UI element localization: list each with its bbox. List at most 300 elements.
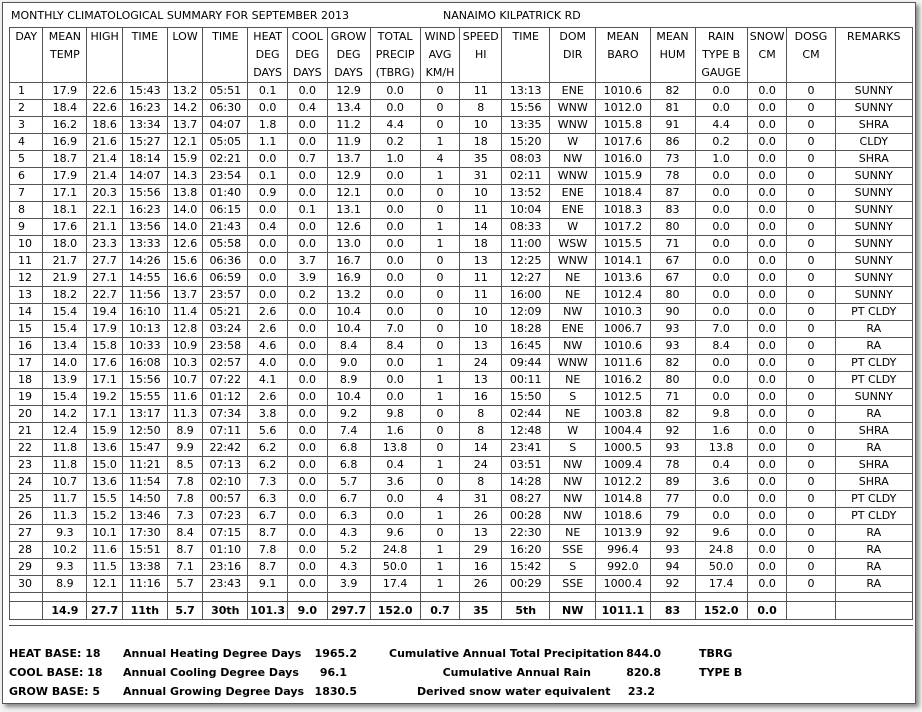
table-cell: 6 xyxy=(10,168,43,185)
table-cell: 0.0 xyxy=(248,236,288,253)
table-cell: 0.0 xyxy=(370,185,420,202)
table-cell: 78 xyxy=(650,457,695,474)
table-cell: 26 xyxy=(460,508,502,525)
table-cell: 92 xyxy=(650,576,695,593)
table-cell: 0.0 xyxy=(287,525,327,542)
totals-cell xyxy=(787,602,835,620)
table-cell: 05:58 xyxy=(203,236,248,253)
table-cell: 1 xyxy=(420,168,460,185)
table-cell: 12.4 xyxy=(43,423,87,440)
table-row xyxy=(10,491,913,508)
table-cell: W xyxy=(550,219,596,236)
table-cell: 18 xyxy=(460,134,502,151)
table-cell: 0.0 xyxy=(695,355,747,372)
table-cell: 0.0 xyxy=(370,83,420,100)
table-cell: 16:10 xyxy=(122,304,167,321)
table-cell: 0 xyxy=(420,117,460,134)
table-cell: 8.7 xyxy=(167,542,203,559)
table-cell: 24 xyxy=(10,474,43,491)
table-cell: 0 xyxy=(787,406,835,423)
table-cell: 0.0 xyxy=(747,389,787,406)
table-cell: 0.0 xyxy=(747,185,787,202)
table-cell: SUNNY xyxy=(835,236,912,253)
table-cell: 0 xyxy=(787,287,835,304)
table-cell: 14.2 xyxy=(43,406,87,423)
table-cell: 0.0 xyxy=(370,287,420,304)
totals-cell: 297.7 xyxy=(327,602,370,620)
table-cell: 8.5 xyxy=(167,457,203,474)
table-row xyxy=(10,321,913,338)
table-cell: 18.1 xyxy=(43,202,87,219)
table-cell: 13 xyxy=(460,525,502,542)
totals-cell: 9.0 xyxy=(287,602,327,620)
column-header xyxy=(327,28,370,83)
table-row xyxy=(10,440,913,457)
table-cell: 02:11 xyxy=(502,168,550,185)
table-cell: 996.4 xyxy=(596,542,650,559)
table-cell: NE xyxy=(550,406,596,423)
table-cell: 10 xyxy=(460,321,502,338)
table-cell: 0.0 xyxy=(747,117,787,134)
column-header-line: HEAT xyxy=(253,30,282,43)
table-cell: 0.0 xyxy=(287,389,327,406)
table-cell: SHRA xyxy=(835,423,912,440)
table-cell: ENE xyxy=(550,321,596,338)
table-cell: 12:09 xyxy=(502,304,550,321)
table-cell: 0 xyxy=(787,185,835,202)
table-cell: PT CLDY xyxy=(835,304,912,321)
table-cell: 15:20 xyxy=(502,134,550,151)
table-cell: 6.7 xyxy=(327,491,370,508)
table-cell: 15:51 xyxy=(122,542,167,559)
table-cell: 0.0 xyxy=(287,474,327,491)
table-cell: 16 xyxy=(460,389,502,406)
table-cell: 0 xyxy=(420,423,460,440)
column-header-line: LOW xyxy=(172,30,198,43)
totals-cell: 27.7 xyxy=(87,602,123,620)
column-header-line: WIND xyxy=(424,30,456,43)
table-cell: 15.9 xyxy=(87,423,123,440)
table-cell: 92 xyxy=(650,423,695,440)
spacer-cell xyxy=(122,593,167,602)
rain-label: Cumulative Annual Rain xyxy=(442,666,591,679)
table-cell: 87 xyxy=(650,185,695,202)
table-cell: 9.6 xyxy=(695,525,747,542)
table-cell: 8 xyxy=(460,100,502,117)
table-cell: 14 xyxy=(460,440,502,457)
table-cell: 11:21 xyxy=(122,457,167,474)
table-cell: SHRA xyxy=(835,117,912,134)
table-cell: 83 xyxy=(650,202,695,219)
table-cell: 6.3 xyxy=(248,491,288,508)
table-cell: 4.0 xyxy=(248,355,288,372)
table-cell: 12:50 xyxy=(122,423,167,440)
table-cell: 0 xyxy=(787,525,835,542)
table-cell: PT CLDY xyxy=(835,372,912,389)
table-cell: 15.8 xyxy=(87,338,123,355)
table-row xyxy=(10,474,913,491)
table-cell: 1010.3 xyxy=(596,304,650,321)
grow-base: GROW BASE: 5 xyxy=(9,685,101,698)
table-row xyxy=(10,338,913,355)
table-cell: WSW xyxy=(550,236,596,253)
table-cell: 15.9 xyxy=(167,151,203,168)
spacer-cell xyxy=(248,593,288,602)
table-cell: 91 xyxy=(650,117,695,134)
table-cell: 11 xyxy=(460,202,502,219)
table-cell: 0 xyxy=(787,236,835,253)
table-cell: 1 xyxy=(420,372,460,389)
column-header-line: TYPE B xyxy=(702,48,741,61)
table-cell: 0.0 xyxy=(695,508,747,525)
spacer-cell xyxy=(10,593,43,602)
table-header xyxy=(10,28,913,83)
table-cell: NW xyxy=(550,491,596,508)
table-cell: 0 xyxy=(787,542,835,559)
column-header-line: CM xyxy=(802,48,820,61)
table-cell: 12.6 xyxy=(167,236,203,253)
table-cell: 0.0 xyxy=(747,525,787,542)
table-cell: 9.8 xyxy=(370,406,420,423)
table-cell: 4.4 xyxy=(695,117,747,134)
table-row xyxy=(10,355,913,372)
column-header-line: DIR xyxy=(563,48,583,61)
table-cell: 0.4 xyxy=(695,457,747,474)
table-cell: 0.0 xyxy=(747,100,787,117)
table-cell: 14 xyxy=(10,304,43,321)
table-cell: 7.1 xyxy=(167,559,203,576)
table-cell: 0 xyxy=(787,457,835,474)
table-cell: 12.9 xyxy=(327,83,370,100)
table-cell: 0 xyxy=(787,423,835,440)
heat-value: 1965.2 xyxy=(314,647,357,660)
table-cell: 29 xyxy=(460,542,502,559)
table-cell: PT CLDY xyxy=(835,508,912,525)
table-cell: 6.2 xyxy=(248,457,288,474)
table-cell: 0.0 xyxy=(287,304,327,321)
table-cell: 13.8 xyxy=(167,185,203,202)
table-cell: 13.1 xyxy=(327,202,370,219)
table-cell: 92 xyxy=(650,525,695,542)
table-cell: 0 xyxy=(420,253,460,270)
table-cell: SSE xyxy=(550,576,596,593)
totals-cell xyxy=(10,602,43,620)
spacer-cell xyxy=(502,593,550,602)
table-cell: 93 xyxy=(650,440,695,457)
table-row xyxy=(10,287,913,304)
snow-value: 23.2 xyxy=(627,685,655,698)
table-cell: 16 xyxy=(10,338,43,355)
table-cell: 0.0 xyxy=(370,270,420,287)
column-header-line: TIME xyxy=(212,30,239,43)
table-cell: 93 xyxy=(650,321,695,338)
table-cell: 0.0 xyxy=(370,236,420,253)
table-cell: 0.0 xyxy=(248,270,288,287)
table-cell: 21.9 xyxy=(43,270,87,287)
table-cell: 81 xyxy=(650,100,695,117)
table-cell: 0 xyxy=(787,202,835,219)
table-cell: 11:54 xyxy=(122,474,167,491)
table-cell: 8.4 xyxy=(695,338,747,355)
table-cell: 21:43 xyxy=(203,219,248,236)
table-cell: RA xyxy=(835,338,912,355)
totals-cell: NW xyxy=(550,602,596,620)
table-cell: 0.0 xyxy=(287,83,327,100)
table-cell: 0 xyxy=(420,202,460,219)
table-cell: 9.0 xyxy=(327,355,370,372)
table-cell: 0.0 xyxy=(695,100,747,117)
table-cell: 1010.6 xyxy=(596,83,650,100)
table-cell: 12 xyxy=(10,270,43,287)
table-cell: 13:34 xyxy=(122,117,167,134)
table-cell: 0.0 xyxy=(747,253,787,270)
table-cell: 0.0 xyxy=(370,304,420,321)
table-cell: 4.6 xyxy=(248,338,288,355)
table-cell: 6.8 xyxy=(327,457,370,474)
column-header xyxy=(835,28,912,83)
table-cell: 12.8 xyxy=(167,321,203,338)
table-cell: 7.3 xyxy=(167,508,203,525)
table-cell: 11 xyxy=(460,287,502,304)
table-cell: 13:56 xyxy=(122,219,167,236)
column-header-line: (TBRG) xyxy=(375,66,415,79)
table-cell: 06:15 xyxy=(203,202,248,219)
table-cell: 4 xyxy=(420,151,460,168)
table-cell: 0.0 xyxy=(287,440,327,457)
table-cell: SUNNY xyxy=(835,83,912,100)
table-cell: 11.5 xyxy=(87,559,123,576)
table-cell: 1011.6 xyxy=(596,355,650,372)
table-cell: 7.3 xyxy=(248,474,288,491)
table-cell: 12:48 xyxy=(502,423,550,440)
table-cell: 0 xyxy=(787,117,835,134)
table-cell: 0 xyxy=(787,304,835,321)
table-cell: 0 xyxy=(787,491,835,508)
table-cell: 3.6 xyxy=(695,474,747,491)
table-cell: 0.0 xyxy=(370,389,420,406)
table-cell: 0.0 xyxy=(747,474,787,491)
table-cell: 15:55 xyxy=(122,389,167,406)
table-cell: 1 xyxy=(420,134,460,151)
column-header-line: HI xyxy=(475,48,487,61)
table-cell: 1013.6 xyxy=(596,270,650,287)
table-cell: 0.0 xyxy=(287,576,327,593)
totals-cell: 14.9 xyxy=(43,602,87,620)
table-cell: 0.0 xyxy=(287,355,327,372)
table-cell: 13.8 xyxy=(695,440,747,457)
table-cell: 16.9 xyxy=(327,270,370,287)
table-cell: 3 xyxy=(10,117,43,134)
table-cell: 0.0 xyxy=(287,168,327,185)
table-cell: 0.0 xyxy=(695,389,747,406)
column-header xyxy=(596,28,650,83)
table-cell: 1013.9 xyxy=(596,525,650,542)
column-header-line: DOSG xyxy=(794,30,828,43)
table-cell: 15:56 xyxy=(502,100,550,117)
table-cell: SUNNY xyxy=(835,219,912,236)
table-cell: 0.0 xyxy=(248,100,288,117)
table-cell: 13:35 xyxy=(502,117,550,134)
table-cell: 1004.4 xyxy=(596,423,650,440)
table-cell: 0 xyxy=(420,406,460,423)
table-cell: RA xyxy=(835,525,912,542)
table-cell: 0 xyxy=(787,338,835,355)
table-cell: 0 xyxy=(787,440,835,457)
table-cell: 18:28 xyxy=(502,321,550,338)
table-cell: 5.2 xyxy=(327,542,370,559)
table-cell: SUNNY xyxy=(835,287,912,304)
table-cell: 7.8 xyxy=(167,491,203,508)
table-cell: 9.8 xyxy=(695,406,747,423)
table-cell: SUNNY xyxy=(835,389,912,406)
table-cell: 10 xyxy=(10,236,43,253)
table-cell: RA xyxy=(835,559,912,576)
table-cell: 0.0 xyxy=(287,321,327,338)
column-header xyxy=(650,28,695,83)
table-cell: 16:20 xyxy=(502,542,550,559)
table-cell: 9 xyxy=(10,219,43,236)
table-cell: 02:57 xyxy=(203,355,248,372)
table-cell: SUNNY xyxy=(835,168,912,185)
table-cell: 0.0 xyxy=(287,457,327,474)
table-cell: 0.0 xyxy=(747,559,787,576)
table-cell: 10.2 xyxy=(43,542,87,559)
table-cell: 0.0 xyxy=(747,423,787,440)
table-cell: 8.7 xyxy=(248,525,288,542)
table-cell: 73 xyxy=(650,151,695,168)
table-cell: 1012.0 xyxy=(596,100,650,117)
table-cell: 13.4 xyxy=(43,338,87,355)
column-header xyxy=(122,28,167,83)
table-cell: 3.7 xyxy=(287,253,327,270)
table-cell: 24 xyxy=(460,457,502,474)
table-cell: 13.7 xyxy=(167,287,203,304)
table-cell: 15.4 xyxy=(43,321,87,338)
table-cell: 1014.8 xyxy=(596,491,650,508)
table-cell: 8.4 xyxy=(327,338,370,355)
table-cell: 14.2 xyxy=(167,100,203,117)
table-cell: 13.6 xyxy=(87,440,123,457)
station-name: NANAIMO KILPATRICK RD xyxy=(443,9,581,22)
table-cell: SHRA xyxy=(835,474,912,491)
table-cell: RA xyxy=(835,576,912,593)
table-cell: ENE xyxy=(550,83,596,100)
table-cell: 11.3 xyxy=(43,508,87,525)
table-cell: 13.0 xyxy=(327,236,370,253)
totals-cell: 11th xyxy=(122,602,167,620)
table-cell: 1016.2 xyxy=(596,372,650,389)
table-cell: 80 xyxy=(650,372,695,389)
column-header xyxy=(203,28,248,83)
table-row xyxy=(10,83,913,100)
report-title: MONTHLY CLIMATOLOGICAL SUMMARY FOR SEPTEMBER 2013 xyxy=(11,9,350,22)
table-cell: 06:59 xyxy=(203,270,248,287)
table-cell: 0.0 xyxy=(287,185,327,202)
table-cell: 20 xyxy=(10,406,43,423)
table-cell: 0.0 xyxy=(747,355,787,372)
table-cell: 86 xyxy=(650,134,695,151)
table-cell: 0 xyxy=(787,474,835,491)
table-cell: NW xyxy=(550,304,596,321)
table-cell: 8 xyxy=(460,423,502,440)
table-cell: 13.8 xyxy=(370,440,420,457)
table-cell: 12.1 xyxy=(167,134,203,151)
table-cell: 4.3 xyxy=(327,559,370,576)
table-cell: 80 xyxy=(650,287,695,304)
table-row xyxy=(10,185,913,202)
column-header-line: AVG xyxy=(428,48,452,61)
totals-cell: 101.3 xyxy=(248,602,288,620)
table-cell: 11.8 xyxy=(43,457,87,474)
table-cell: 17.9 xyxy=(87,321,123,338)
table-cell: 0.0 xyxy=(747,542,787,559)
table-cell: 11.2 xyxy=(327,117,370,134)
precip-unit: TBRG xyxy=(699,647,733,660)
table-cell: 13.9 xyxy=(43,372,87,389)
table-cell: 82 xyxy=(650,406,695,423)
table-cell: 0.0 xyxy=(287,542,327,559)
table-cell: 0.0 xyxy=(370,508,420,525)
table-cell: 15:50 xyxy=(502,389,550,406)
table-cell: WNW xyxy=(550,253,596,270)
table-cell: 05:51 xyxy=(203,83,248,100)
table-body xyxy=(10,83,913,620)
table-cell: 3.6 xyxy=(370,474,420,491)
table-cell: 10:33 xyxy=(122,338,167,355)
table-cell: 77 xyxy=(650,491,695,508)
table-cell: 15.4 xyxy=(43,389,87,406)
table-cell: WNW xyxy=(550,355,596,372)
table-cell: 1010.6 xyxy=(596,338,650,355)
table-cell: 9.9 xyxy=(167,440,203,457)
table-cell: 1 xyxy=(420,508,460,525)
table-cell: 0 xyxy=(787,389,835,406)
table-cell: NW xyxy=(550,457,596,474)
table-cell: 8 xyxy=(460,474,502,491)
table-cell: 10.3 xyxy=(167,355,203,372)
table-cell: 16.7 xyxy=(327,253,370,270)
table-cell: 31 xyxy=(460,491,502,508)
table-cell: 28 xyxy=(10,542,43,559)
table-cell: RA xyxy=(835,440,912,457)
table-cell: 23:43 xyxy=(203,576,248,593)
table-cell: 15 xyxy=(10,321,43,338)
table-row xyxy=(10,559,913,576)
table-cell: 0 xyxy=(787,508,835,525)
table-cell: 16.6 xyxy=(167,270,203,287)
table-cell: 1015.9 xyxy=(596,168,650,185)
table-cell: 1012.5 xyxy=(596,389,650,406)
column-header xyxy=(248,28,288,83)
table-cell: 04:07 xyxy=(203,117,248,134)
table-cell: 20.3 xyxy=(87,185,123,202)
table-cell: 17:30 xyxy=(122,525,167,542)
table-cell: 11:56 xyxy=(122,287,167,304)
table-cell: 1.8 xyxy=(248,117,288,134)
table-cell: 07:23 xyxy=(203,508,248,525)
table-cell: 11.9 xyxy=(327,134,370,151)
table-cell: 02:21 xyxy=(203,151,248,168)
column-header xyxy=(10,28,43,83)
table-cell: 10 xyxy=(460,117,502,134)
totals-cell: 35 xyxy=(460,602,502,620)
table-cell: 5 xyxy=(10,151,43,168)
table-cell: 16:23 xyxy=(122,100,167,117)
table-row xyxy=(10,389,913,406)
table-cell: 5.7 xyxy=(167,576,203,593)
column-header-line: HUM xyxy=(659,48,686,61)
table-cell: 0 xyxy=(787,151,835,168)
